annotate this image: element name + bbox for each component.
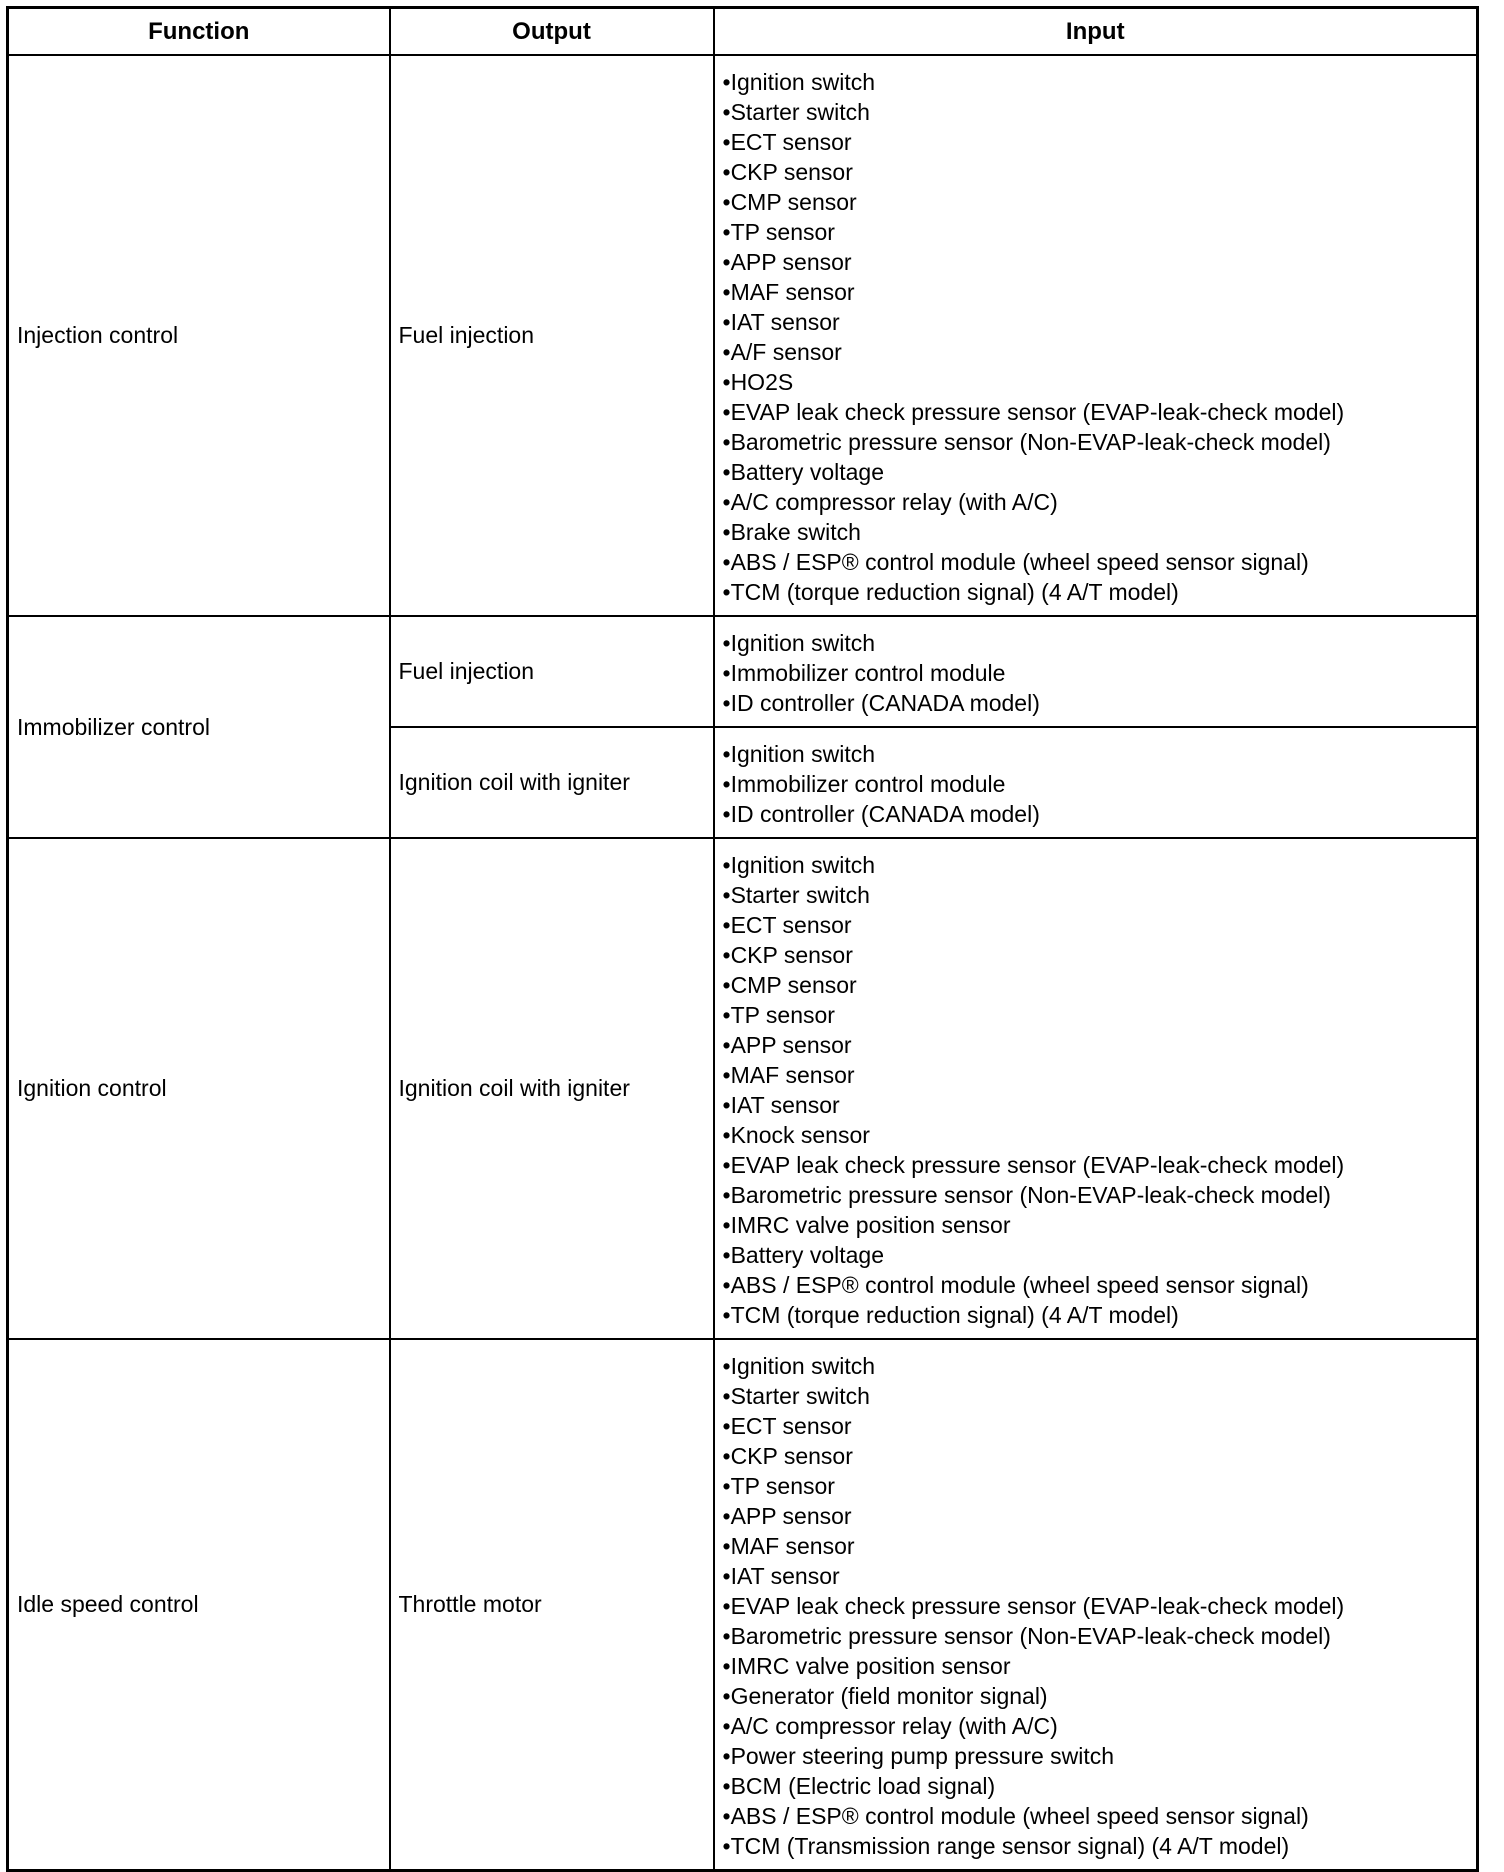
input-cell xyxy=(714,838,1478,1339)
input-item: • ABS / ESP® control module (wheel speed sensor signal) xyxy=(723,1270,1469,1300)
input-item: • CKP sensor xyxy=(723,1441,1469,1471)
input-item: • A/C compressor relay (with A/C) xyxy=(723,487,1469,517)
output-cell: Ignition coil with igniter xyxy=(390,838,714,1339)
input-item: • TCM (Transmission range sensor signal) (4 A/T model) xyxy=(723,1831,1469,1861)
input-item: • A/C compressor relay (with A/C) xyxy=(723,1711,1469,1741)
input-item: • ECT sensor xyxy=(723,910,1469,940)
input-item: • CMP sensor xyxy=(723,187,1469,217)
table-row xyxy=(8,1339,1478,1871)
input-item: • Brake switch xyxy=(723,517,1469,547)
input-item: • Power steering pump pressure switch xyxy=(723,1741,1469,1771)
input-cell xyxy=(714,727,1478,838)
input-item: • ECT sensor xyxy=(723,1411,1469,1441)
input-item: • CKP sensor xyxy=(723,940,1469,970)
input-item: • Battery voltage xyxy=(723,457,1469,487)
input-item: • IMRC valve position sensor xyxy=(723,1651,1469,1681)
input-list xyxy=(723,628,1469,718)
input-item: • ABS / ESP® control module (wheel speed sensor signal) xyxy=(723,547,1469,577)
header-output: Output xyxy=(390,8,714,56)
input-item: • BCM (Electric load signal) xyxy=(723,1771,1469,1801)
ecm-function-table xyxy=(6,6,1479,1872)
input-list xyxy=(723,67,1469,607)
output-cell: Throttle motor xyxy=(390,1339,714,1871)
input-item: • IAT sensor xyxy=(723,1561,1469,1591)
input-item: • A/F sensor xyxy=(723,337,1469,367)
input-item: • MAF sensor xyxy=(723,1531,1469,1561)
function-cell: Idle speed control xyxy=(8,1339,390,1871)
output-cell: Ignition coil with igniter xyxy=(390,727,714,838)
table-row xyxy=(8,616,1478,727)
input-item: • Barometric pressure sensor (Non-EVAP-leak-check model) xyxy=(723,1180,1469,1210)
input-item: • ID controller (CANADA model) xyxy=(723,799,1469,829)
input-item: • Ignition switch xyxy=(723,739,1469,769)
input-item: • TCM (torque reduction signal) (4 A/T model) xyxy=(723,1300,1469,1330)
input-list xyxy=(723,850,1469,1330)
input-item: • Starter switch xyxy=(723,97,1469,127)
input-item: • ABS / ESP® control module (wheel speed sensor signal) xyxy=(723,1801,1469,1831)
input-item: • Ignition switch xyxy=(723,628,1469,658)
table-row xyxy=(8,838,1478,1339)
function-cell: Immobilizer control xyxy=(8,616,390,838)
input-item: • MAF sensor xyxy=(723,277,1469,307)
input-item: • HO2S xyxy=(723,367,1469,397)
input-item: • APP sensor xyxy=(723,1030,1469,1060)
input-item: • Immobilizer control module xyxy=(723,658,1469,688)
input-list xyxy=(723,1351,1469,1861)
input-item: • Ignition switch xyxy=(723,850,1469,880)
input-item: • IMRC valve position sensor xyxy=(723,1210,1469,1240)
input-item: • IAT sensor xyxy=(723,1090,1469,1120)
input-item: • Knock sensor xyxy=(723,1120,1469,1150)
input-cell xyxy=(714,616,1478,727)
header-row xyxy=(8,8,1478,56)
output-cell: Fuel injection xyxy=(390,616,714,727)
input-item: • IAT sensor xyxy=(723,307,1469,337)
input-item: • Ignition switch xyxy=(723,67,1469,97)
input-item: • EVAP leak check pressure sensor (EVAP-leak-check model) xyxy=(723,1591,1469,1621)
input-item: • EVAP leak check pressure sensor (EVAP-leak-check model) xyxy=(723,1150,1469,1180)
input-item: • CKP sensor xyxy=(723,157,1469,187)
input-cell xyxy=(714,55,1478,616)
input-item: • TP sensor xyxy=(723,217,1469,247)
table-row xyxy=(8,55,1478,616)
input-item: • APP sensor xyxy=(723,247,1469,277)
input-item: • EVAP leak check pressure sensor (EVAP-leak-check model) xyxy=(723,397,1469,427)
header-input: Input xyxy=(714,8,1478,56)
input-item: • Ignition switch xyxy=(723,1351,1469,1381)
input-item: • APP sensor xyxy=(723,1501,1469,1531)
input-item: • TCM (torque reduction signal) (4 A/T model) xyxy=(723,577,1469,607)
input-item: • ECT sensor xyxy=(723,127,1469,157)
input-item: • CMP sensor xyxy=(723,970,1469,1000)
input-item: • Immobilizer control module xyxy=(723,769,1469,799)
input-item: • TP sensor xyxy=(723,1471,1469,1501)
input-item: • Barometric pressure sensor (Non-EVAP-leak-check model) xyxy=(723,1621,1469,1651)
header-function: Function xyxy=(8,8,390,56)
output-cell: Fuel injection xyxy=(390,55,714,616)
input-cell xyxy=(714,1339,1478,1871)
input-item: • ID controller (CANADA model) xyxy=(723,688,1469,718)
input-item: • Starter switch xyxy=(723,1381,1469,1411)
input-item: • Starter switch xyxy=(723,880,1469,910)
input-item: • Barometric pressure sensor (Non-EVAP-leak-check model) xyxy=(723,427,1469,457)
input-list xyxy=(723,739,1469,829)
function-cell: Injection control xyxy=(8,55,390,616)
input-item: • Battery voltage xyxy=(723,1240,1469,1270)
input-item: • Generator (field monitor signal) xyxy=(723,1681,1469,1711)
function-cell: Ignition control xyxy=(8,838,390,1339)
input-item: • TP sensor xyxy=(723,1000,1469,1030)
input-item: • MAF sensor xyxy=(723,1060,1469,1090)
